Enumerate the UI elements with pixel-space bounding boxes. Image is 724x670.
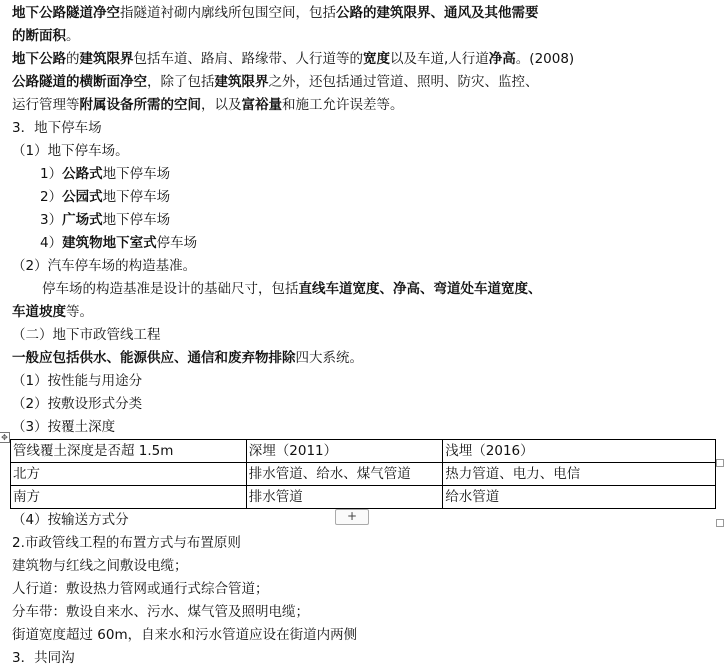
table-cell[interactable]: 北方	[11, 463, 247, 486]
table-header-cell[interactable]: 管线覆土深度是否超 1.5m	[11, 440, 247, 463]
section-heading: 2.市政管线工程的布置方式与布置原则	[12, 535, 241, 551]
table-cell[interactable]: 给水管道	[443, 486, 716, 509]
depth-table	[10, 439, 716, 509]
table-header-row	[11, 440, 716, 463]
paragraph: 人行道：敷设热力管网或通行式综合管道；	[12, 581, 269, 597]
paragraph: 街道宽度超过 60m，自来水和污水管道应设在街道内两侧	[12, 627, 358, 643]
list-item: 2）公园式地下停车场	[40, 189, 171, 205]
subheading: （2）汽车停车场的构造基准。	[12, 258, 197, 274]
list-item: （1）按性能与用途分	[12, 373, 143, 389]
section-heading: 3．地下停车场	[12, 120, 102, 136]
table-cell[interactable]: 排水管道、给水、煤气管道	[246, 463, 442, 486]
paragraph: 车道坡度等。	[12, 304, 93, 320]
subheading: （1）地下停车场。	[12, 143, 129, 159]
list-item: 4）建筑物地下室式停车场	[40, 235, 198, 251]
section-heading: 3．共同沟	[12, 650, 75, 666]
table-header-cell[interactable]: 浅埋（2016）	[443, 440, 716, 463]
table-row	[11, 486, 716, 509]
paragraph: 的断面积。	[12, 28, 80, 44]
paragraph: 公路隧道的横断面净空，除了包括建筑限界之外，还包括通过管道、照明、防灾、监控、	[12, 74, 539, 90]
paragraph: 建筑物与红线之间敷设电缆；	[12, 558, 188, 574]
paragraph: 一般应包括供水、能源供应、通信和废弃物排除四大系统。	[12, 350, 363, 366]
list-item: （3）按覆土深度	[12, 419, 116, 435]
table-cell[interactable]: 热力管道、电力、电信	[443, 463, 716, 486]
section-heading: （二）地下市政管线工程	[12, 327, 161, 343]
list-item: （4）按输送方式分	[12, 512, 129, 528]
table-cell[interactable]: 南方	[11, 486, 247, 509]
paragraph: 分车带：敷设自来水、污水、煤气管及照明电缆；	[12, 604, 309, 620]
list-item: 1）公路式地下停车场	[40, 166, 171, 182]
list-item: （2）按敷设形式分类	[12, 396, 143, 412]
table-move-handle-icon[interactable]: ✥	[0, 432, 10, 443]
document-body	[1, 2, 716, 670]
table-cell[interactable]: 排水管道	[246, 486, 442, 509]
list-item: 3）广场式地下停车场	[40, 212, 171, 228]
paragraph: 地下公路隧道净空指隧道衬砌内廓线所包围空间，包括公路的建筑限界、通风及其他需要	[12, 5, 539, 21]
table-row	[11, 463, 716, 486]
paragraph: 停车场的构造基准是设计的基础尺寸，包括直线车道宽度、净高、弯道处车道宽度、	[42, 281, 542, 297]
table-resize-handle[interactable]	[716, 459, 724, 467]
table-header-cell[interactable]: 深埋（2011）	[246, 440, 442, 463]
paragraph: 地下公路的建筑限界包括车道、路肩、路缘带、人行道等的宽度以及车道,人行道净高。(2008)	[12, 51, 575, 67]
table-container	[1, 433, 716, 509]
table-resize-handle[interactable]	[716, 519, 724, 527]
add-table-row-button[interactable]: +	[335, 509, 369, 525]
paragraph: 运行管理等附属设备所需的空间，以及富裕量和施工允许误差等。	[12, 97, 404, 113]
